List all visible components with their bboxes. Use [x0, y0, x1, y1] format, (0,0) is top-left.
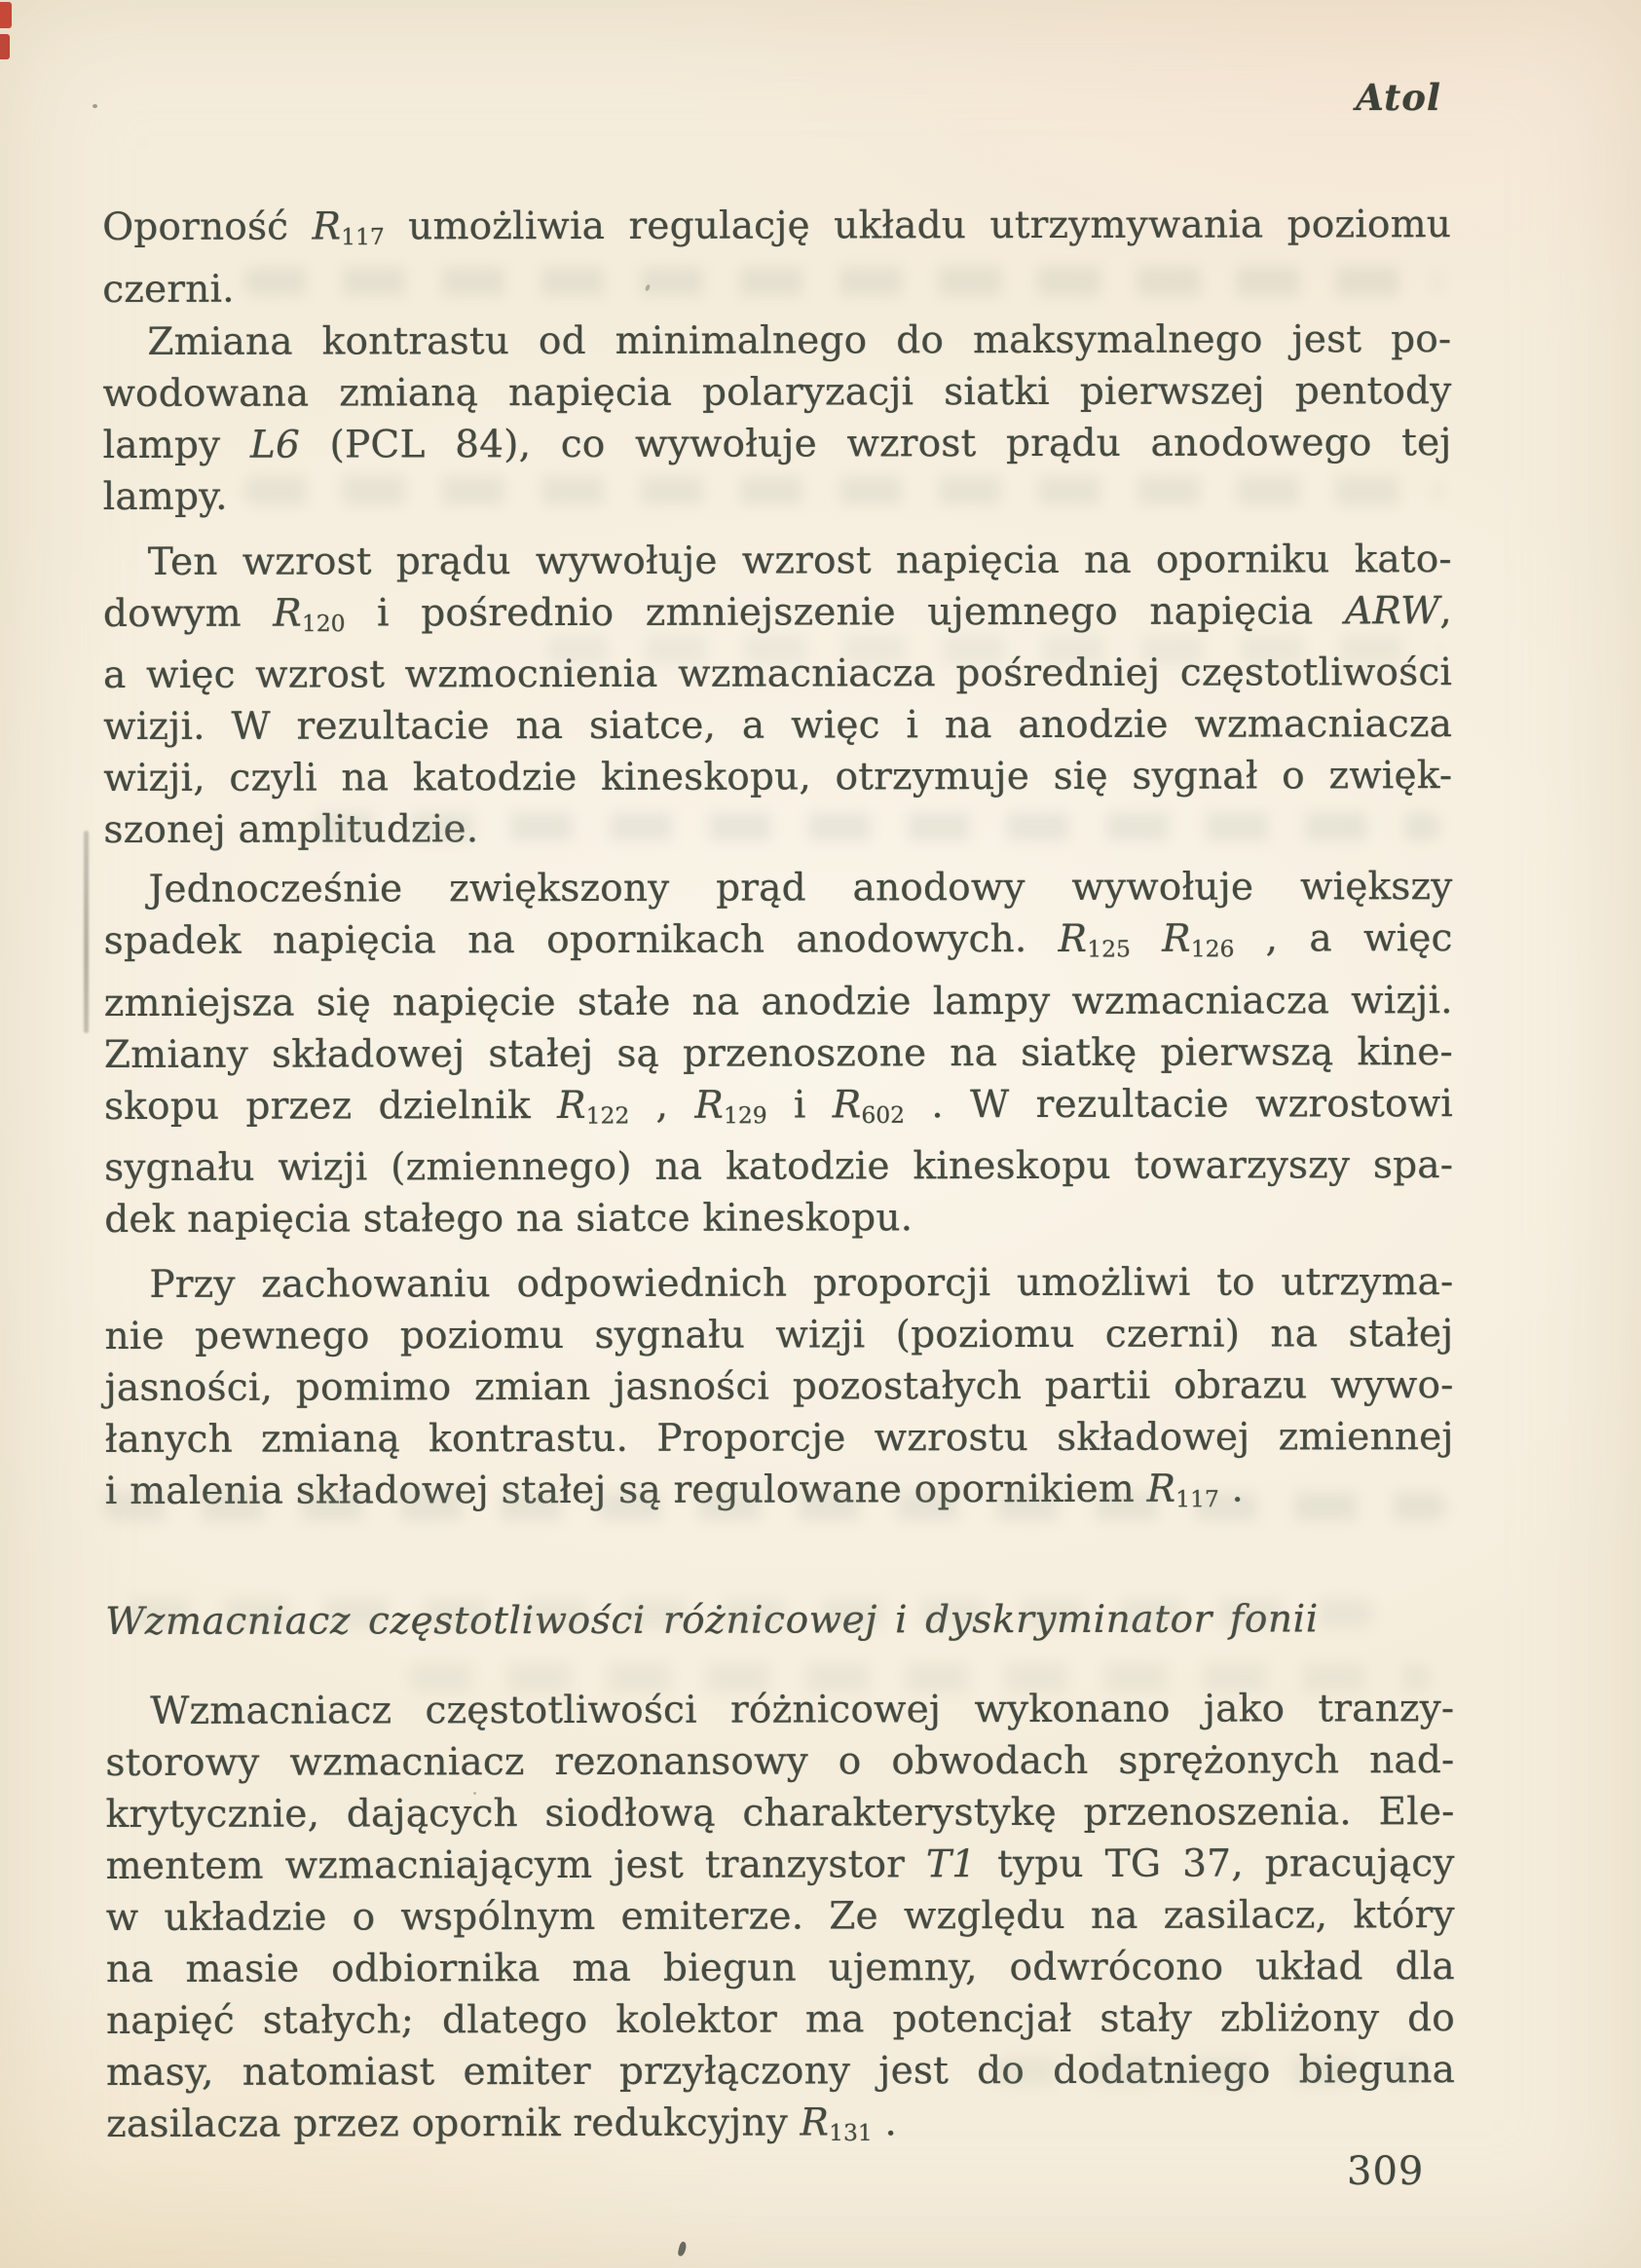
text-line: lampy L6 (PCL 84), co wywołuje wzrost prądu anodowego tej [102, 420, 1452, 467]
text-line: zasilacza przez opornik redukcyjny $R_{131}$ . [106, 2101, 897, 2147]
text-line: Ten wzrost prądu wywołuje wzrost napięcia na oporniku kato- [147, 537, 1452, 584]
paragraph [103, 861, 1453, 1246]
show-through-artifact [243, 267, 1441, 296]
scan-artifact-speck [93, 104, 97, 108]
text-line: krytycznie, dających siodłową charakterystykę przenoszenia. Ele- [105, 1790, 1455, 1838]
text-line: lampy. [102, 474, 228, 519]
show-through-artifact [102, 1492, 1446, 1521]
text-line: masy, natomiast emiter przyłączony jest do dodatniego bieguna [105, 2048, 1456, 2096]
show-through-artifact [243, 476, 1441, 505]
scan-artifact-streak [84, 831, 89, 1033]
text-line: Przy zachowaniu odpowiednich proporcji umożliwi to utrzyma- [149, 1260, 1454, 1308]
scan-artifact-speck [473, 1792, 476, 1795]
show-through-artifact [127, 1599, 1373, 1628]
text-line: a więc wzrost wzmocnienia wzmacniacza pośredniej częstotliwości [102, 651, 1453, 698]
scan-artifact-red-mark [0, 34, 10, 59]
scan-artifact-mark [677, 2241, 687, 2256]
text-line: sygnału wizji (zmiennego) na katodzie kineskopu towarzyszy spa- [104, 1143, 1454, 1191]
text-line: na masie odbiornika ma biegun ujemny, odwrócono układ dla [105, 1945, 1455, 1992]
show-through-artifact [545, 635, 1441, 664]
text-line: skopu przez dzielnik $R_{122}$ , $R_{129}$ i $R_{602}$ . W rezultacie wzrostowi [103, 1081, 1453, 1130]
show-through-artifact [409, 1663, 1432, 1692]
text-line: łanych zmianą kontrastu. Proporcje wzrostu składowej zmiennej [104, 1415, 1454, 1463]
text-line: napięć stałych; dlatego kolektor ma potencjał stały zbliżony do [105, 1996, 1455, 2044]
text-line: wizji, czyli na katodzie kineskopu, otrzymuje się sygnał o zwięk- [103, 754, 1453, 801]
running-header [102, 76, 1441, 119]
text-line: jasności, pomimo zmian jasności pozostałych partii obrazu wywo- [104, 1363, 1454, 1411]
page-number: 309 [1347, 2149, 1425, 2194]
text-line: dowym $R_{120}$ i pośrednio zmniejszenie ujemnego napięcia ARW, [102, 588, 1452, 637]
text-line: mentem wzmacniającym jest tranzystor T1 typu TG 37, pracujący [105, 1841, 1455, 1889]
paragraph [104, 1257, 1454, 1529]
text-line: Zmiana kontrastu od minimalnego do maksymalnego jest po- [147, 316, 1452, 364]
text-line: spadek napięcia na opornikach anodowych. $R_{125}$ $R_{126}$ , a więc [103, 916, 1453, 964]
text-line: wizji. W rezultacie na siatce, a więc i na anodzie wzmacniacza [103, 702, 1453, 750]
text-line: dek napięcia stałego na siatce kineskopu. [104, 1196, 914, 1243]
text-line: Wzmacniacz częstotliwości różnicowej i dyskryminator fonii [105, 1597, 1319, 1645]
text-line: i malenia składowej stałej są regulowane opornikiem $R_{117}$ . [104, 1467, 1245, 1514]
text-line: w układzie o wspólnym emiterze. Ze względu na zasilacz, który [105, 1893, 1455, 1941]
paragraph [105, 1683, 1455, 2161]
text-line: Oporność $R_{117}$ umożliwia regulację układu utrzymywania poziomu [102, 203, 1452, 251]
text-line: szonej amplitudzie. [103, 807, 479, 853]
text-line: Wzmacniacz częstotliwości różnicowej wykonano jako tranzy- [150, 1687, 1455, 1733]
text-line: Zmiany składowej stałej są przenoszone na siatkę pierwszą kine- [103, 1029, 1453, 1077]
text-line: zmniejsza się napięcie stałe na anodzie lampy wzmacniacza wizji. [103, 978, 1453, 1025]
text-line: Jednocześnie zwiększony prąd anodowy wywołuje większy [148, 865, 1453, 912]
running-header-title: Atol [1356, 76, 1441, 119]
text-line: wodowana zmianą napięcia polaryzacji siatki pierwszej pentody [102, 368, 1452, 416]
text-line: czerni. [102, 267, 235, 312]
show-through-artifact [993, 2057, 1422, 2086]
paragraph [102, 199, 1451, 316]
show-through-artifact [312, 812, 1441, 841]
text-line: nie pewnego poziomu sygnału wizji (poziomu czerni) na stałej [104, 1312, 1454, 1359]
scan-artifact-red-mark [0, 2, 12, 28]
text-line: storowy wzmacniacz rezonansowy o obwodach sprężonych nad- [105, 1738, 1455, 1786]
paragraph [103, 534, 1453, 857]
